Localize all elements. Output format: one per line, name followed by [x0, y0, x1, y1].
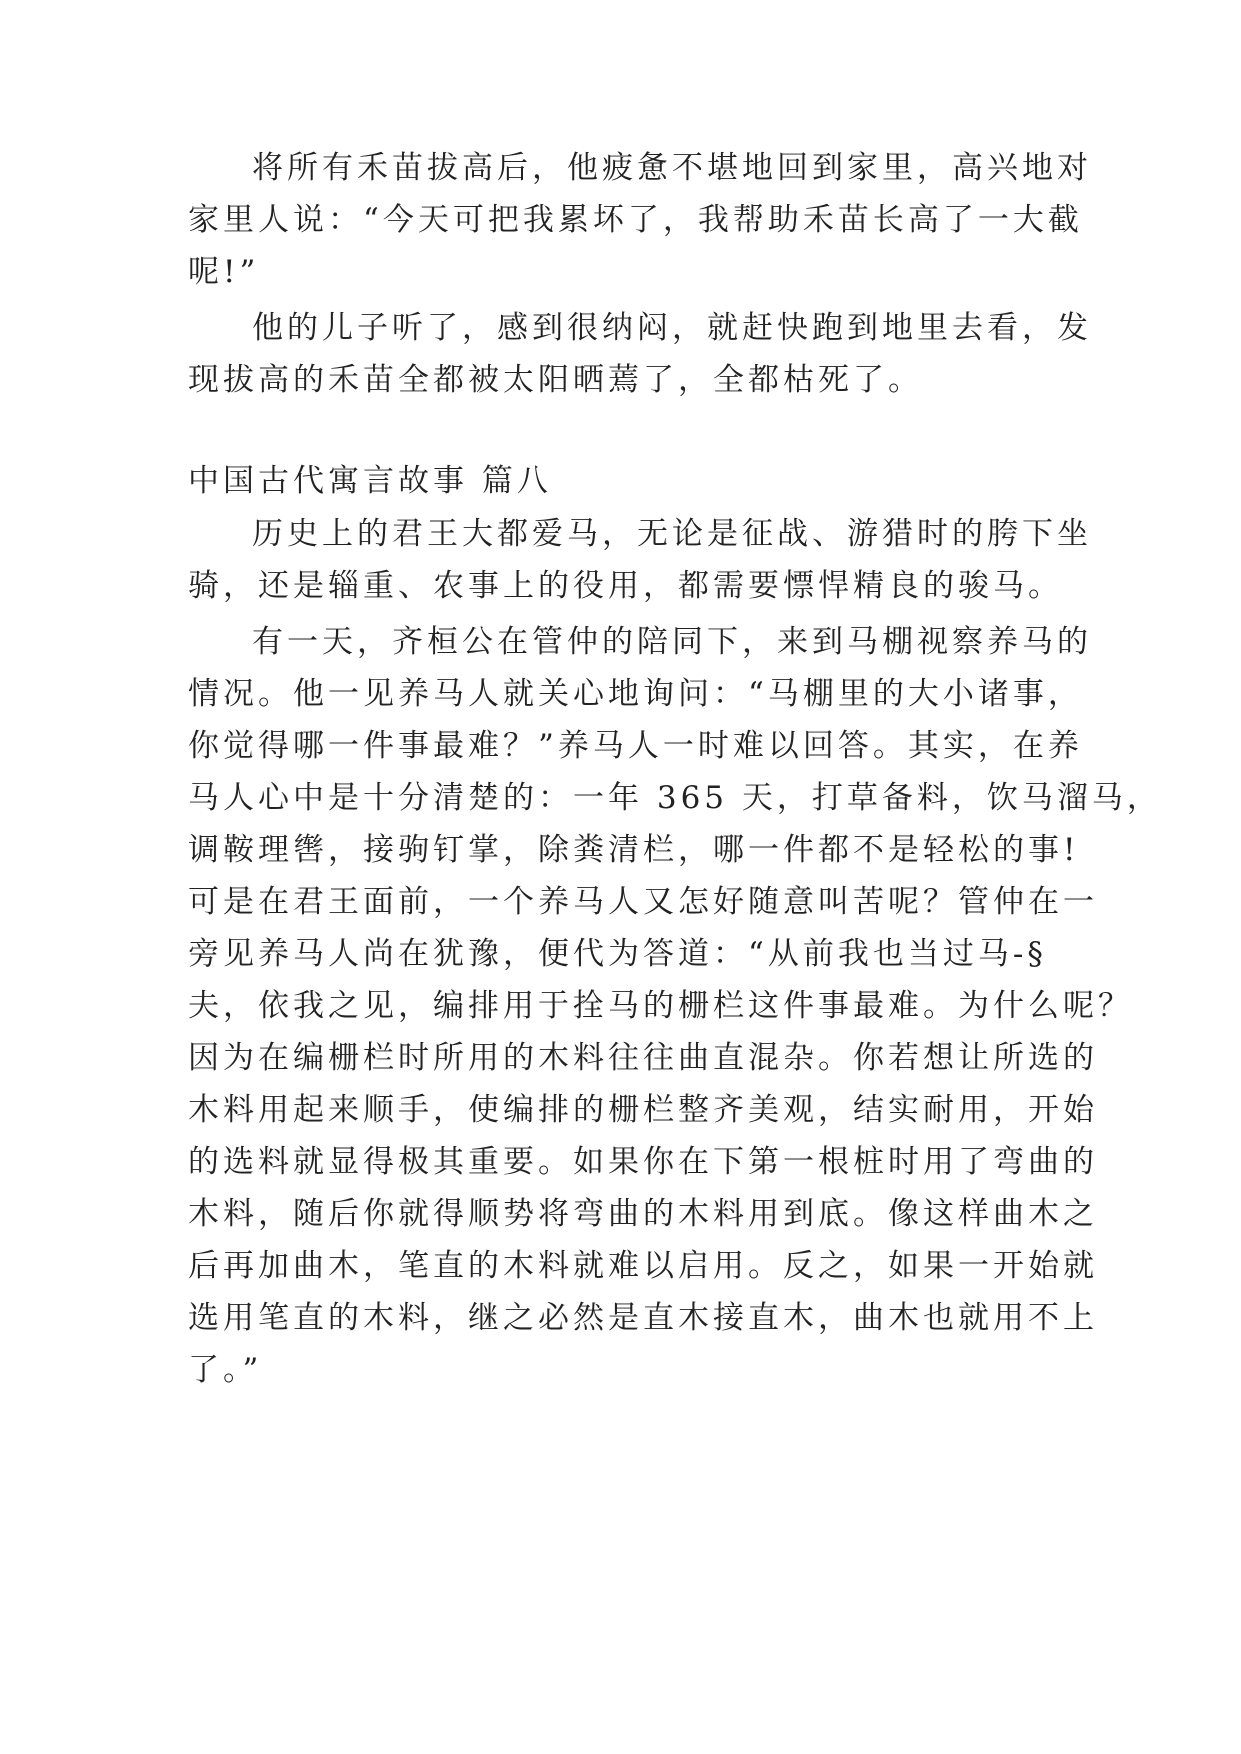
text-line: 木料，随后你就得顺势将弯曲的木料用到底。像这样曲木之 — [188, 1196, 1098, 1232]
text-line: 的选料就显得极其重要。如果你在下第一根桩时用了弯曲的 — [188, 1144, 1098, 1180]
text-line: 历史上的君王大都爱马，无论是征战、游猎时的胯下坐 — [252, 516, 1092, 552]
text-line: 他的儿子听了，感到很纳闷，就赶快跑到地里去看，发 — [252, 310, 1092, 346]
text-line: 骑，还是辎重、农事上的役用，都需要慓悍精良的骏马。 — [188, 568, 1063, 604]
text-line: 情况。他一见养马人就关心地询问：“马棚里的大小诸事， — [188, 676, 1083, 712]
text-line: 有一天，齐桓公在管仲的陪同下，来到马棚视察养马的 — [252, 624, 1092, 660]
text-line: 将所有禾苗拔高后，他疲惫不堪地回到家里，高兴地对 — [252, 150, 1092, 186]
text-line: 选用笔直的木料，继之必然是直木接直木，曲木也就用不上 — [188, 1300, 1098, 1336]
text-line: 木料用起来顺手，使编排的栅栏整齐美观，结实耐用，开始 — [188, 1092, 1098, 1128]
text-line: 调鞍理辔，接驹钉掌，除粪清栏，哪一件都不是轻松的事! — [188, 832, 1080, 868]
text-line: 夫，依我之见，编排用于拴马的栅栏这件事最难。为什么呢？ — [188, 988, 1133, 1024]
text-line: 后再加曲木，笔直的木料就难以启用。反之，如果一开始就 — [188, 1248, 1098, 1284]
text-line: 了。” — [188, 1352, 263, 1388]
text-line: 马人心中是十分清楚的：一年 365 天，打草备料，饮马溜马， — [188, 780, 1162, 816]
text-line: 现拔高的禾苗全都被太阳晒蔫了，全都枯死了。 — [188, 362, 923, 398]
text-line: 呢!” — [188, 254, 260, 290]
text-line: 因为在编栅栏时所用的木料往往曲直混杂。你若想让所选的 — [188, 1040, 1098, 1076]
text-line: 你觉得哪一件事最难？”养马人一时难以回答。其实，在养 — [188, 728, 1083, 764]
text-line: 可是在君王面前，一个养马人又怎好随意叫苦呢？管仲在一 — [188, 884, 1098, 920]
text-line: 家里人说：“今天可把我累坏了，我帮助禾苗长高了一大截 — [188, 202, 1083, 238]
section-title: 中国古代寓言故事 篇八 — [188, 463, 552, 499]
text-line: 旁见养马人尚在犹豫，便代为答道：“从前我也当过马-§ — [188, 936, 1047, 972]
